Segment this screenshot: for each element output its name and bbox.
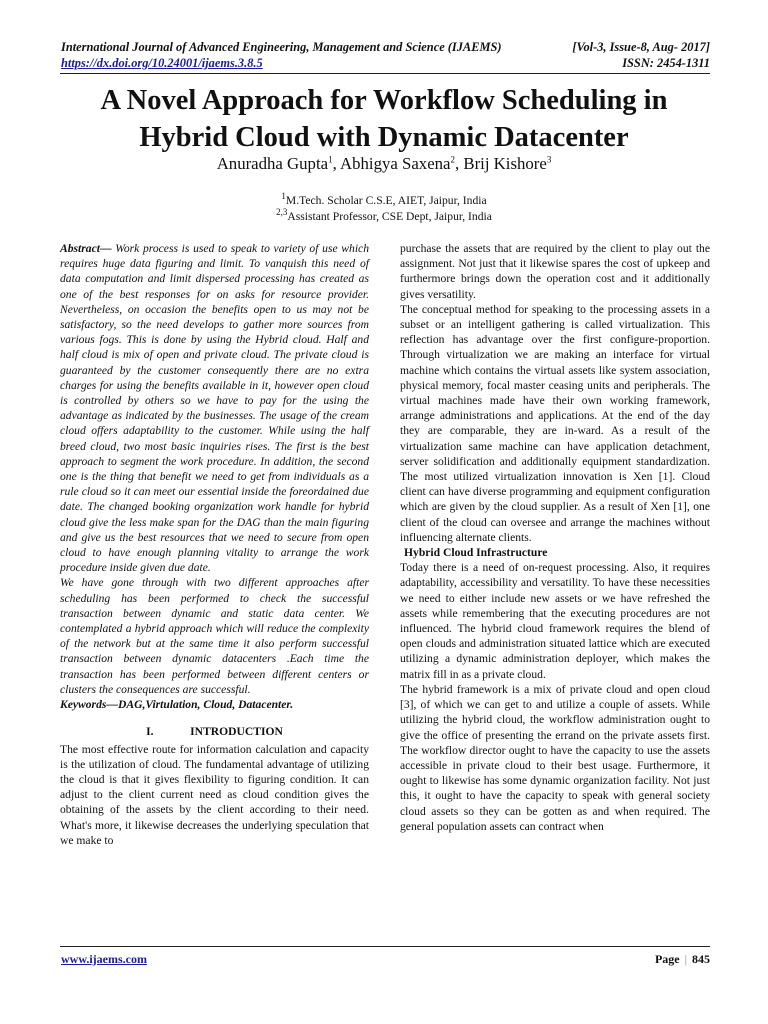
- abstract-text: Work process is used to speak to variety of use which requires huge data figuring and limit. To vanquish this need of data computation and limit dispersed processing has created as one of the best responses for on asks for resource provider. Nevertheless, on occasion the benefits open to us may not be satisfactory, so the need develops to gather more sources from various fogs. This is done by using the Hybrid cloud. Half and half cloud is mix of open and private cloud. The private cloud is guaranteed by the customer consequently there are no extra charges for using the benefits available in it, however open cloud is controlled by others so we have to pay for the using the advantage as indicated by the businesses. The usage of the cream cloud offers adaptability to the customer. While using the half breed cloud, two most basic inquiries rises. The first is the best approach to segment the work procedure. In addition, the second one is the thing that benefit we need to get from individuals as a rule cloud so it can meet our essential inside the foreordained due date. The changed booking organization work handle for hybrid cloud give the less make span for the DAG than the main figuring and give us the best resources that we need to secure from open cloud to have enough planning vitality to arrange the work procedure inside given due date.: [60, 242, 369, 575]
- author-affiliation-mark: 3: [546, 154, 552, 165]
- body-paragraph: purchase the assets that are required by the client to play out the assignment. Not just that it likewise spares the cost of upkeep and furthermore brings down the operation cost and it additionally gives versatility.: [400, 242, 710, 301]
- body-paragraph: Today there is a need of on-request processing. Also, it requires adaptability, accessibility and versatility. To have these necessities we need to either include new assets or we have refreshed the assets while remembering that the executing procedures are not influenced. The hybrid cloud framework requires the blend of open clouds and administration situated lattice which are executed utilizing a dynamic administration deployer, which makes the matrix fill in as a private cloud.: [400, 561, 710, 681]
- affiliation-mark: 1: [281, 191, 286, 202]
- author-separator: ,: [454, 154, 464, 173]
- section-heading-introduction: [60, 724, 369, 739]
- journal-name: International Journal of Advanced Engineering, Management and Science (IJAEMS): [61, 40, 502, 54]
- footer-divider: [60, 946, 710, 947]
- keywords: Keywords—DAG,Virtulation, Cloud, Datacenter.: [60, 698, 294, 712]
- author-name: Abhigya Saxena: [340, 154, 451, 173]
- affiliation: [40, 193, 728, 208]
- author-list: [40, 154, 728, 174]
- right-column: [400, 241, 710, 834]
- affiliation-text: Assistant Professor, CSE Dept, Jaipur, India: [287, 210, 492, 223]
- header-divider: [60, 73, 710, 74]
- body-paragraph: The conceptual method for speaking to the processing assets in a subset or an intelligent gathering is called virtualization. This reflection has advantage over the first configure-proportion. Through virtualization we are making an interface for virtual machine which contains the virtual assets like system association, physical memory, focal master ceasing units and peripherals. The virtual machines made have their own working framework, arrange administrations and applications. At the end of the day they are comparable, they are in-ward. As a result of the virtualization same machine can have application detachment, server solidification and additionally equipment standardization. The most utilized virtualization innovation is Xen [1]. Cloud client can have diverse programming and equipment configuration which are given by the cloud supplier. As a result of Xen [1], one client of the cloud can oversee and arrange the machines without influencing alternate clients.: [400, 302, 710, 544]
- journal-website-link[interactable]: www.ijaems.com: [61, 952, 147, 966]
- section-number: I.: [146, 725, 154, 739]
- body-paragraph: The hybrid framework is a mix of private cloud and open cloud [3], of which we can get to and utilize a couple of assets. While utilizing the hybrid cloud, the workflow administration ought to give the office of presenting the errand on the private assets first. The workflow director ought to have the capacity to use the assets accessible in private cloud to their best usage. Furthermore, it ought to likewise has some dynamic organization facility. Not just this, it ought to have the capacity to speak with general society cloud assets so they can be gotten as and when required. The general population assets can contract when: [400, 682, 710, 833]
- journal-issn: ISSN: 2454-1311: [622, 56, 710, 70]
- section-title: INTRODUCTION: [190, 725, 283, 739]
- body-paragraph: The most effective route for information calculation and capacity is the utilization of cloud. The fundamental advantage of utilizing the cloud is that it gives flexibility to figuring condition. It can adjust to the client current need as cloud condition gives the obtaining of the assets by the client according to their need. What's more, it likewise decreases the underlying speculation that we make to: [60, 742, 369, 847]
- affiliation-mark: 2,3: [276, 207, 288, 218]
- abstract-paragraph: [60, 241, 369, 575]
- author-affiliation-mark: 1: [328, 154, 333, 165]
- author-affiliation-mark: 2: [450, 154, 455, 165]
- author-separator: ,: [332, 154, 341, 173]
- left-column: [60, 241, 369, 848]
- paper-title: [40, 82, 728, 156]
- author-name: Brij Kishore: [463, 154, 547, 173]
- abstract-label: Abstract—: [60, 242, 112, 255]
- affiliation-text: M.Tech. Scholar C.S.E, AIET, Jaipur, India: [285, 194, 487, 207]
- journal-issue: [Vol-3, Issue-8, Aug- 2017]: [572, 40, 710, 54]
- page-number-value: 845: [692, 952, 710, 966]
- title-line-1: A Novel Approach for Workflow Scheduling in: [100, 85, 668, 116]
- abstract-paragraph: We have gone through with two different approaches after scheduling has been performed to check the successful transaction between dynamic and static data center. We contemplated a hybrid approach which will reduce the complexity of the network but at the same time it also perform successful transaction between dynamic datacenters .Each time the transaction has been performed between different centers or clusters the consequences are successful.: [60, 576, 369, 696]
- author-name: Anuradha Gupta: [216, 154, 329, 173]
- title-line-2: Hybrid Cloud with Dynamic Datacenter: [139, 122, 629, 153]
- affiliation: [40, 209, 728, 224]
- subsection-heading: Hybrid Cloud Infrastructure: [404, 546, 548, 560]
- page-label: Page: [654, 952, 680, 966]
- page-number: [655, 952, 710, 967]
- page-separator: |: [684, 952, 687, 966]
- doi-link[interactable]: https://dx.doi.org/10.24001/ijaems.3.8.5: [61, 56, 263, 70]
